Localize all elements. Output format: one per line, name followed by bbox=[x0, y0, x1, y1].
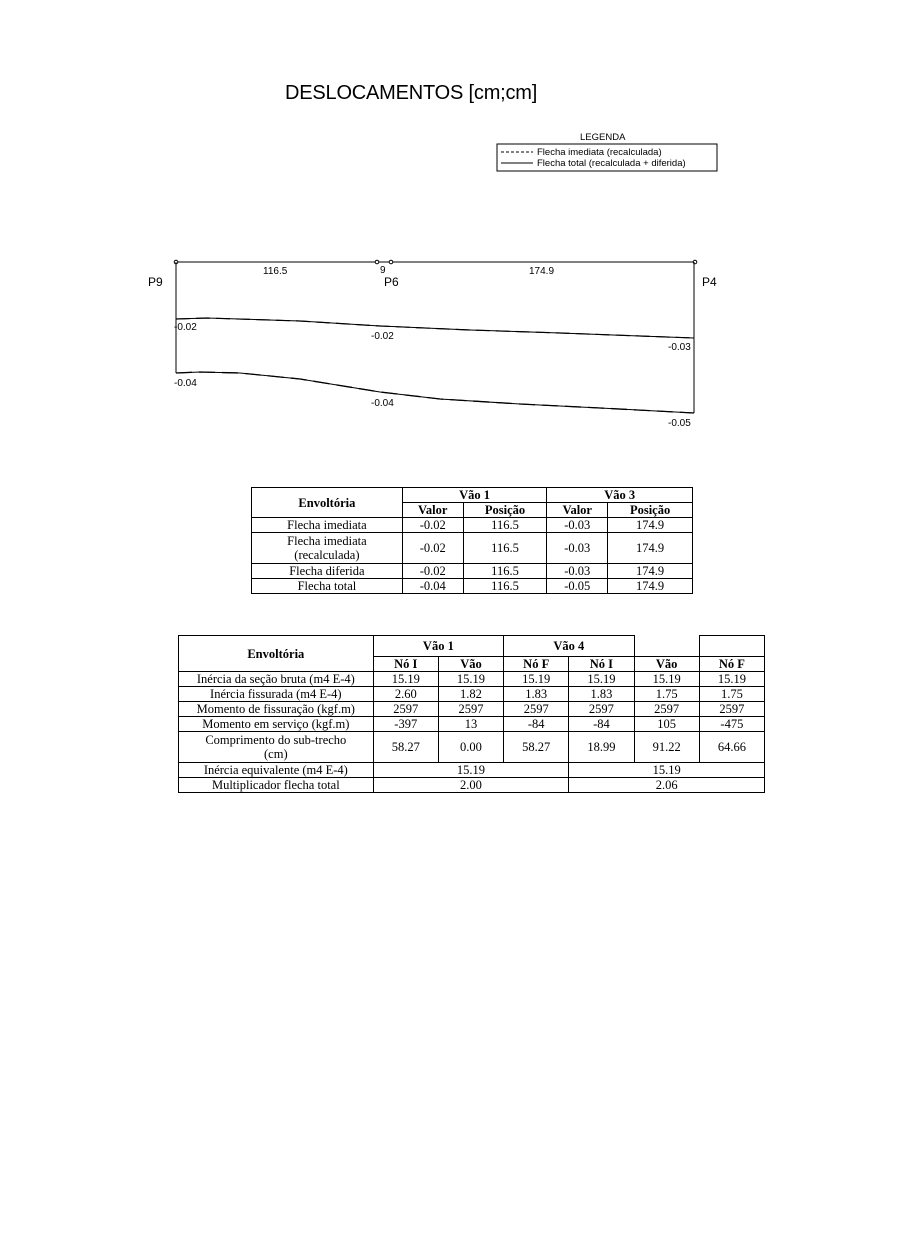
cell: -0.02 bbox=[402, 564, 463, 579]
table-row bbox=[252, 564, 693, 579]
span-label-1: 116.5 bbox=[263, 266, 288, 277]
support-label-p9: P9 bbox=[148, 275, 163, 289]
value-imediata-p9: -0.02 bbox=[174, 322, 197, 333]
value-imediata-p6: -0.02 bbox=[371, 331, 394, 342]
table-row bbox=[252, 518, 693, 533]
cell: 2.06 bbox=[569, 778, 765, 793]
cell: 174.9 bbox=[608, 533, 693, 564]
table-row bbox=[179, 778, 765, 793]
header-envoltoria: Envoltória bbox=[252, 488, 403, 518]
cell: 2597 bbox=[438, 702, 503, 717]
cell: -0.03 bbox=[547, 518, 608, 533]
curve-total-overlay bbox=[176, 372, 694, 413]
span-label-3: 174.9 bbox=[529, 266, 555, 277]
support-label-p6: P6 bbox=[384, 275, 399, 289]
header-col: Nó F bbox=[699, 657, 764, 672]
deflection-diagram bbox=[0, 0, 900, 440]
cell: 15.19 bbox=[373, 672, 438, 687]
header-posicao: Posição bbox=[608, 503, 693, 518]
cell: 2.60 bbox=[373, 687, 438, 702]
cell: 58.27 bbox=[373, 732, 438, 763]
header-span-1: Vão 1 bbox=[373, 636, 503, 657]
node-p6-right bbox=[389, 260, 393, 264]
cell: 0.00 bbox=[438, 732, 503, 763]
cell: 2597 bbox=[504, 702, 569, 717]
header-col: Nó F bbox=[504, 657, 569, 672]
header-span-1: Vão 1 bbox=[402, 488, 547, 503]
cell: 15.19 bbox=[373, 763, 569, 778]
header-span-4: Vão 4 bbox=[504, 636, 634, 657]
value-total-p4: -0.05 bbox=[668, 418, 691, 429]
cell: -0.05 bbox=[547, 579, 608, 594]
inertia-table bbox=[178, 635, 765, 793]
cell: 1.83 bbox=[569, 687, 634, 702]
cell: 174.9 bbox=[608, 564, 693, 579]
cell: -0.03 bbox=[547, 564, 608, 579]
legend-title: LEGENDA bbox=[580, 132, 626, 143]
node-p6-left bbox=[375, 260, 379, 264]
cell: 116.5 bbox=[463, 564, 547, 579]
span-label-2: 9 bbox=[380, 265, 386, 276]
cell: 2597 bbox=[634, 702, 699, 717]
cell: -0.02 bbox=[402, 533, 463, 564]
header-valor: Valor bbox=[547, 503, 608, 518]
header-col: Nó I bbox=[373, 657, 438, 672]
cell: 1.83 bbox=[504, 687, 569, 702]
header-col: Vão bbox=[438, 657, 503, 672]
table-row bbox=[252, 533, 693, 564]
cell: 15.19 bbox=[504, 672, 569, 687]
cell: 1.75 bbox=[634, 687, 699, 702]
cell: 174.9 bbox=[608, 579, 693, 594]
header-col: Vão bbox=[634, 657, 699, 672]
row-label: Flecha imediata bbox=[252, 518, 403, 533]
header-posicao: Posição bbox=[463, 503, 547, 518]
cell: 15.19 bbox=[634, 672, 699, 687]
row-label: Momento em serviço (kgf.m) bbox=[179, 717, 374, 732]
cell: 15.19 bbox=[569, 763, 765, 778]
header-blank bbox=[634, 636, 699, 657]
cell: 15.19 bbox=[569, 672, 634, 687]
cell: 1.82 bbox=[438, 687, 503, 702]
row-label: Flecha imediata (recalculada) bbox=[252, 533, 403, 564]
cell: -0.03 bbox=[547, 533, 608, 564]
value-total-p9: -0.04 bbox=[174, 378, 197, 389]
legend-item-imediata: Flecha imediata (recalculada) bbox=[537, 147, 662, 158]
cell: 58.27 bbox=[504, 732, 569, 763]
cell: 15.19 bbox=[438, 672, 503, 687]
row-label: Inércia fissurada (m4 E-4) bbox=[179, 687, 374, 702]
header-col: Nó I bbox=[569, 657, 634, 672]
cell: 116.5 bbox=[463, 518, 547, 533]
cell: 64.66 bbox=[699, 732, 764, 763]
value-total-p6: -0.04 bbox=[371, 398, 394, 409]
cell: -84 bbox=[504, 717, 569, 732]
value-imediata-p4: -0.03 bbox=[668, 342, 691, 353]
cell: 116.5 bbox=[463, 579, 547, 594]
cell: -0.02 bbox=[402, 518, 463, 533]
header-span-3: Vão 3 bbox=[547, 488, 693, 503]
row-label: Flecha diferida bbox=[252, 564, 403, 579]
header-envoltoria: Envoltória bbox=[179, 636, 374, 672]
cell: 15.19 bbox=[699, 672, 764, 687]
cell: 116.5 bbox=[463, 533, 547, 564]
support-label-p4: P4 bbox=[702, 275, 717, 289]
table-row bbox=[179, 732, 765, 763]
cell: 18.99 bbox=[569, 732, 634, 763]
cell: -84 bbox=[569, 717, 634, 732]
cell: 2597 bbox=[373, 702, 438, 717]
cell: 2597 bbox=[569, 702, 634, 717]
cell: 105 bbox=[634, 717, 699, 732]
cell: 2.00 bbox=[373, 778, 569, 793]
cell: 91.22 bbox=[634, 732, 699, 763]
header-valor: Valor bbox=[402, 503, 463, 518]
cell: 2597 bbox=[699, 702, 764, 717]
cell: 1.75 bbox=[699, 687, 764, 702]
row-label: Inércia equivalente (m4 E-4) bbox=[179, 763, 374, 778]
legend-item-total: Flecha total (recalculada + diferida) bbox=[537, 158, 686, 169]
table-row bbox=[179, 717, 765, 732]
row-label: Comprimento do sub-trecho (cm) bbox=[179, 732, 374, 763]
curve-total bbox=[176, 372, 694, 413]
header-blank bbox=[699, 636, 764, 657]
row-label: Momento de fissuração (kgf.m) bbox=[179, 702, 374, 717]
table-row bbox=[252, 579, 693, 594]
deflection-summary-table bbox=[251, 487, 693, 594]
row-label: Flecha total bbox=[252, 579, 403, 594]
row-label: Multiplicador flecha total bbox=[179, 778, 374, 793]
cell: 174.9 bbox=[608, 518, 693, 533]
cell: 13 bbox=[438, 717, 503, 732]
page-title: DESLOCAMENTOS [cm;cm] bbox=[285, 82, 538, 104]
cell: -397 bbox=[373, 717, 438, 732]
table-row bbox=[179, 763, 765, 778]
cell: -0.04 bbox=[402, 579, 463, 594]
table-row bbox=[179, 687, 765, 702]
cell: -475 bbox=[699, 717, 764, 732]
row-label: Inércia da seção bruta (m4 E-4) bbox=[179, 672, 374, 687]
table-row bbox=[179, 702, 765, 717]
table-row bbox=[179, 672, 765, 687]
